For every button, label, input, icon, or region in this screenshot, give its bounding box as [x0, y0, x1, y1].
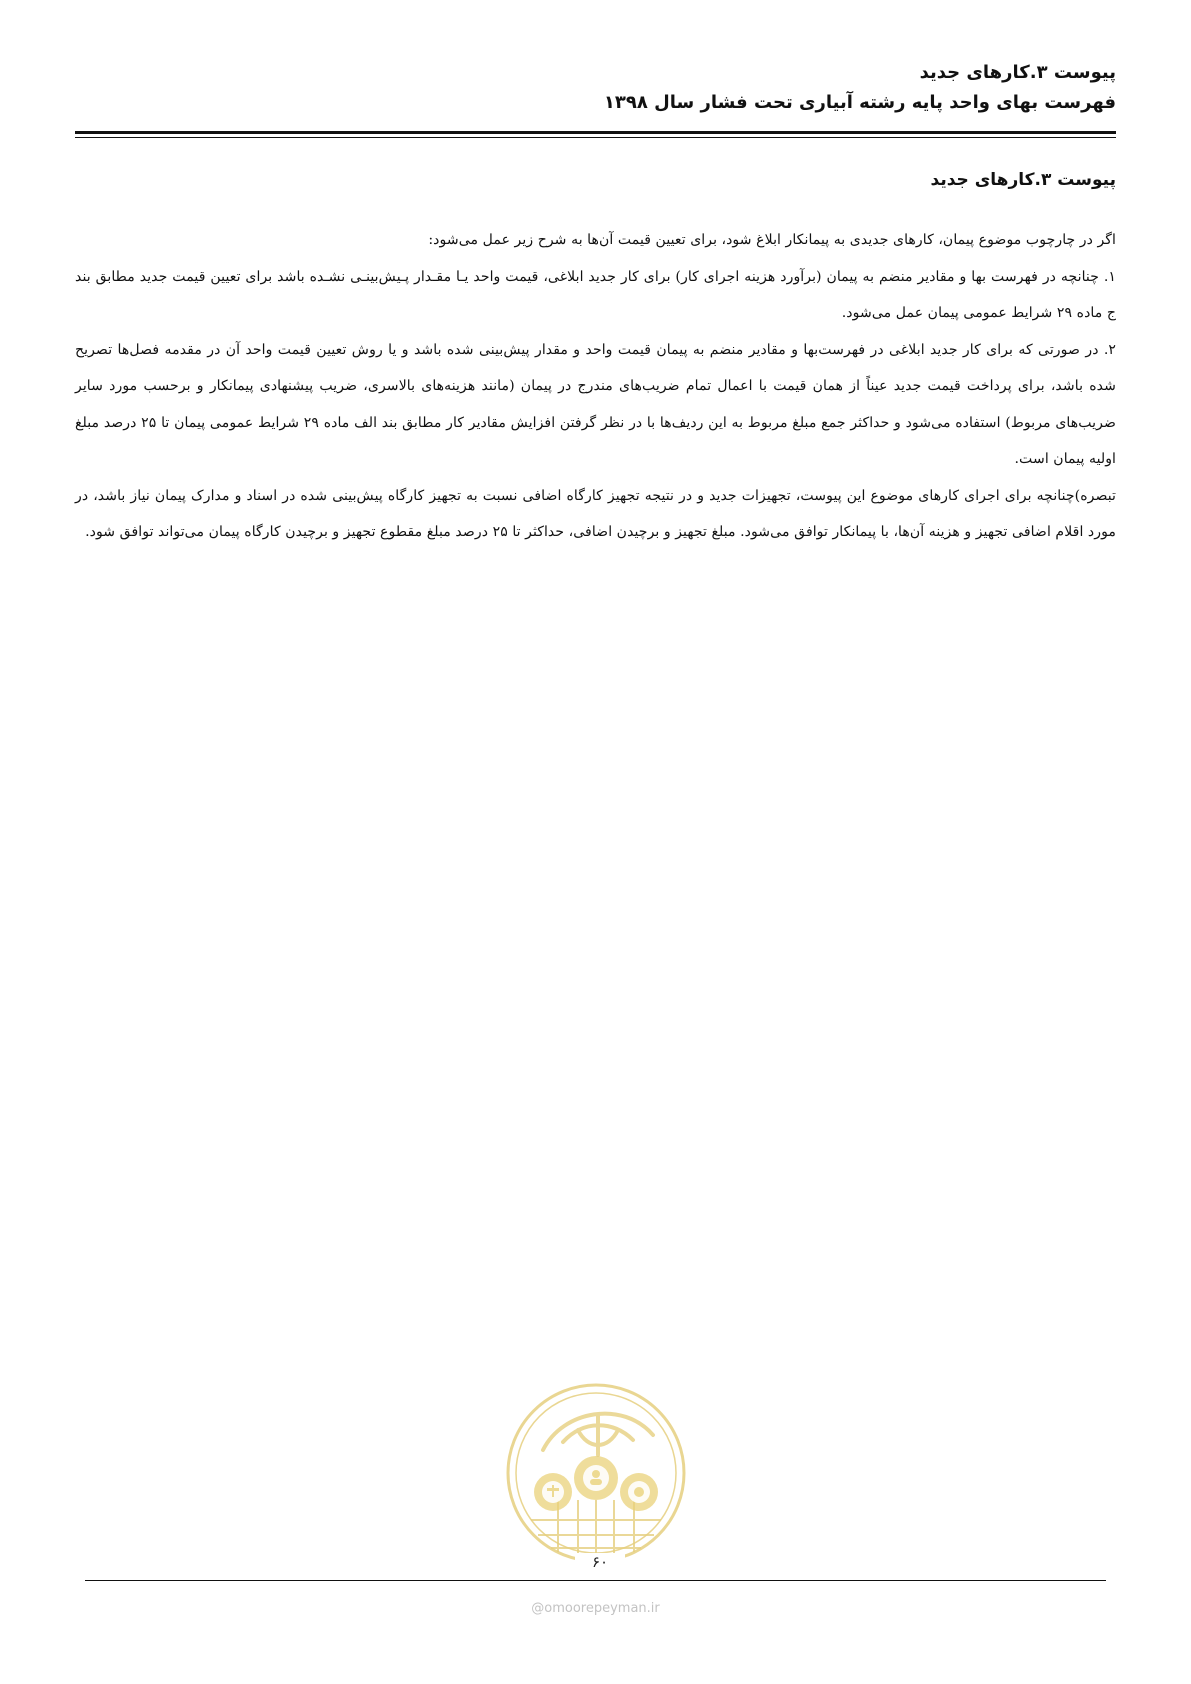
section-title: پیوست ۳.کارهای جدید: [930, 170, 1116, 190]
header-subtitle: فهرست بهای واحد پایه رشته آبیاری تحت فشار سال ۱۳۹۸: [603, 92, 1116, 113]
header-rule-thick: [75, 131, 1116, 134]
intro-paragraph: اگر در چارچوب موضوع پیمان، کارهای جدیدی به پیمانکار ابلاغ شود، برای تعیین قیمت آن‌ها به شرح زیر عمل می‌شود:: [428, 232, 1116, 248]
seal-calligraphy: [543, 1414, 653, 1455]
seal-watermark-logo: [503, 1380, 689, 1566]
body-text: [75, 222, 1116, 551]
header-rule-thin: [75, 137, 1116, 138]
footer-rule: [85, 1580, 1106, 1581]
note-paragraph: تبصره)چنانچه برای اجرای کارهای موضوع این پیوست، تجهیزات جدید و در نتیجه تجهیز کارگاه اضافی نسبت به تجهیز کارگاه پیش‌بینی شده در اسناد و مدارک پیمان نیاز باشد، در مورد اقلام اضافی تجهیز و هزینه آن‌ها، با پیمانکار توافق می‌شود. مبلغ تجهیز و برچیدن اضافی، حداکثر تا ۲۵ درصد مبلغ مقطوع تجهیز و برچیدن کارگاه پیمان می‌تواند توافق شود.: [75, 487, 1116, 540]
clause-2-paragraph: ۲. در صورتی که برای کار جدید ابلاغی در فهرست‌بها و مقادیر منضم به پیمان قیمت واحد و مقدار پیش‌بینی شده باشد و یا روش تعیین قیمت واحد آن در مقدمه فصل‌ها تصریح شده باشد، برای پرداخت قیمت جدید عیناً از همان قیمت با اعمال تمام ضریب‌های مندرج در پیمان (مانند هزینه‌های بالاسری، ضریب پیشنهادی پیمانکار و برحسب مورد سایر ضریب‌های مربوط) استفاده می‌شود و حداکثر جمع مبلغ مربوط به این ردیف‌ها با در نظر گرفتن افزایش مقادیر کار مطابق بند الف ماده ۲۹ شرایط عمومی پیمان تا ۲۵ درصد مبلغ اولیه پیمان است.: [75, 341, 1116, 467]
page-number: ۶۰: [575, 1553, 625, 1571]
clause-1-paragraph: ۱. چنانچه در فهرست بها و مقادیر منضم به پیمان (برآورد هزینه اجرای کار) برای کار جدید ابلاغی، قیمت واحد یـا مقـدار پـیش‌بینـی نشـده باشد برای تعیین قیمت جدید مطابق بند ج ماده ۲۹ شرایط عمومی پیمان عمل می‌شود.: [75, 268, 1116, 321]
watermark-site-text: @omoorepeyman.ir: [531, 1601, 660, 1616]
page-header: [75, 58, 1116, 118]
header-title: پیوست ۳.کارهای جدید: [919, 62, 1116, 83]
